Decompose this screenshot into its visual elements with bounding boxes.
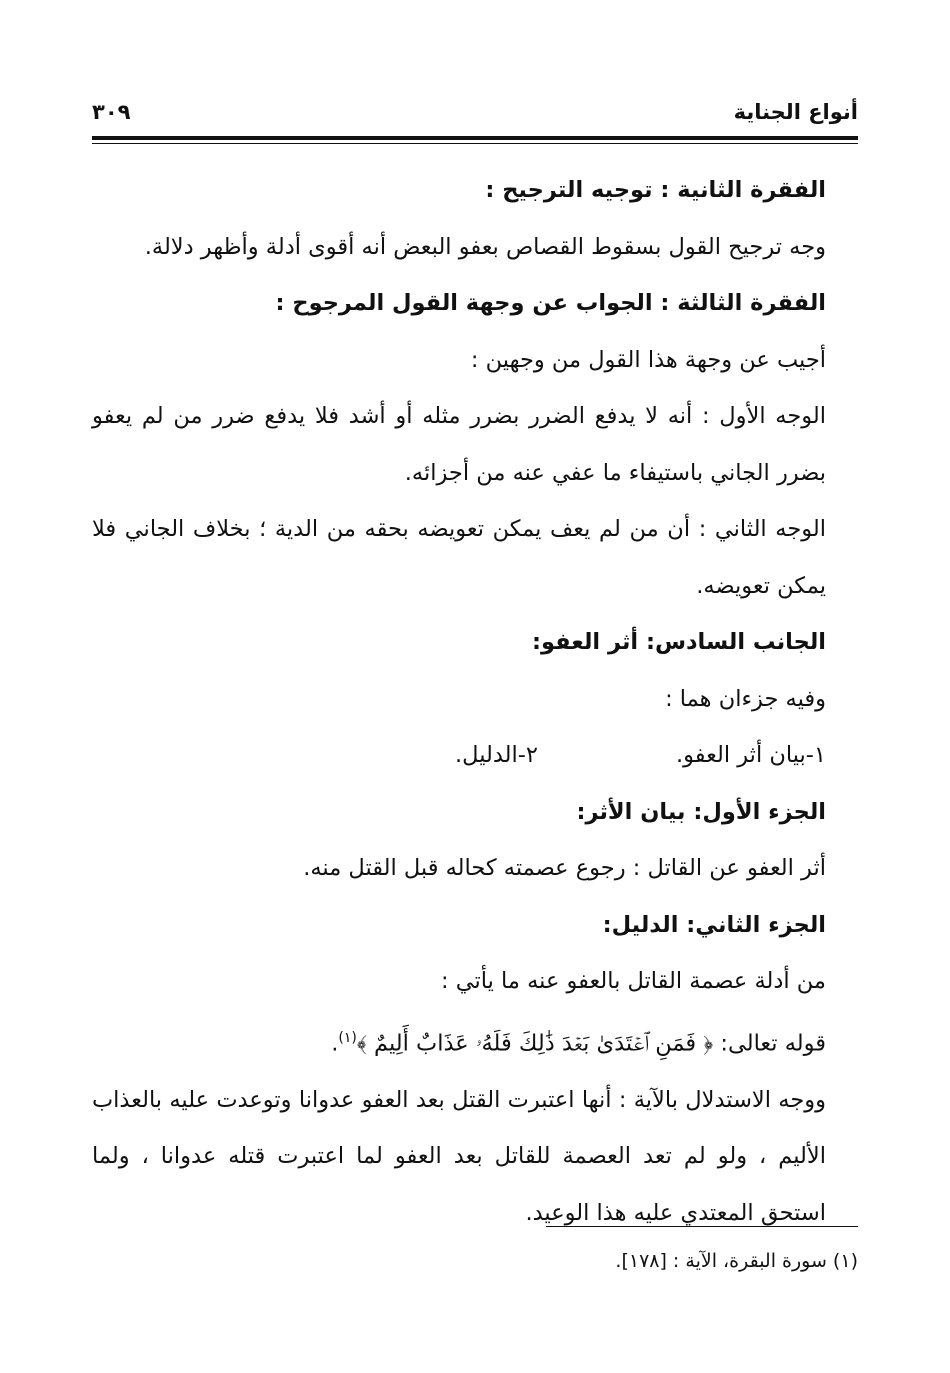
- verse-end: .: [331, 1030, 339, 1056]
- footnote-reference: (١): [338, 1029, 357, 1046]
- paragraph: من أدلة عصمة القاتل بالعفو عنه ما يأتي :: [441, 968, 826, 994]
- paragraph: الوجه الأول : أنه لا يدفع الضرر بضرر مثله أو أشد فلا يدفع ضرر من لم يعفو بضرر الجاني باستيفاء ما عفي عنه من أجزائه.: [92, 403, 826, 486]
- paragraph: وجه ترجيح القول بسقوط القصاص بعفو البعض أنه أقوى أدلة وأظهر دلالة.: [144, 233, 826, 260]
- paragraph: أجيب عن وجهة هذا القول من وجهين :: [470, 346, 826, 373]
- footnote: (١) سورة البقرة، الآية : [١٧٨].: [615, 1250, 858, 1272]
- subheading-part-one: الجزء الأول: بيان الأثر:: [576, 798, 826, 825]
- paragraph: وفيه جزءان هما :: [665, 685, 826, 712]
- subheading-part-two: الجزء الثاني: الدليل:: [602, 911, 826, 938]
- subheading-paragraph-two: الفقرة الثانية : توجيه الترجيح :: [485, 177, 826, 203]
- verse-intro: قوله تعالى:: [720, 1030, 826, 1056]
- section-heading: الجانب السادس: أثر العفو:: [531, 629, 826, 655]
- paragraph: أثر العفو عن القاتل : رجوع عصمته كحاله قبل القتل منه.: [303, 855, 826, 881]
- verse-paragraph: [92, 1010, 858, 1072]
- main-text: [92, 162, 858, 1241]
- paragraph: ووجه الاستدلال بالآية : أنها اعتبرت القتل بعد العفو عدوانا وتوعدت عليه بالعذاب الأليم ، ولو لم تعد العصمة للقاتل بعد العفو لما اعتبرت قتله عدوانا ، ولما استحق المعتدي عليه هذا الوعيد.: [92, 1086, 826, 1226]
- list-item: ٢-الدليل.: [455, 742, 538, 768]
- running-header-title: أنواع الجناية: [733, 100, 858, 124]
- quran-verse: ﴿ فَمَنِ ٱعۡتَدَىٰ بَعۡدَ ذَٰلِكَ فَلَهُۥ عَذَابٌ أَلِيمٌ ﴾: [356, 1030, 714, 1056]
- page-number: ٣٠٩: [92, 100, 131, 124]
- header-rule-thick: [92, 136, 858, 140]
- paragraph: الوجه الثاني : أن من لم يعف يمكن تعويضه بحقه من الدية ؛ بخلاف الجاني فلا يمكن تعويضه.: [92, 516, 826, 599]
- subheading-paragraph-three: الفقرة الثالثة : الجواب عن وجهة القول المرجوح :: [275, 290, 826, 316]
- footnote-rule: [546, 1226, 858, 1227]
- numbered-list: [92, 727, 858, 784]
- header-rule-thin: [92, 143, 858, 144]
- list-item: ١-بيان أثر العفو.: [676, 742, 826, 768]
